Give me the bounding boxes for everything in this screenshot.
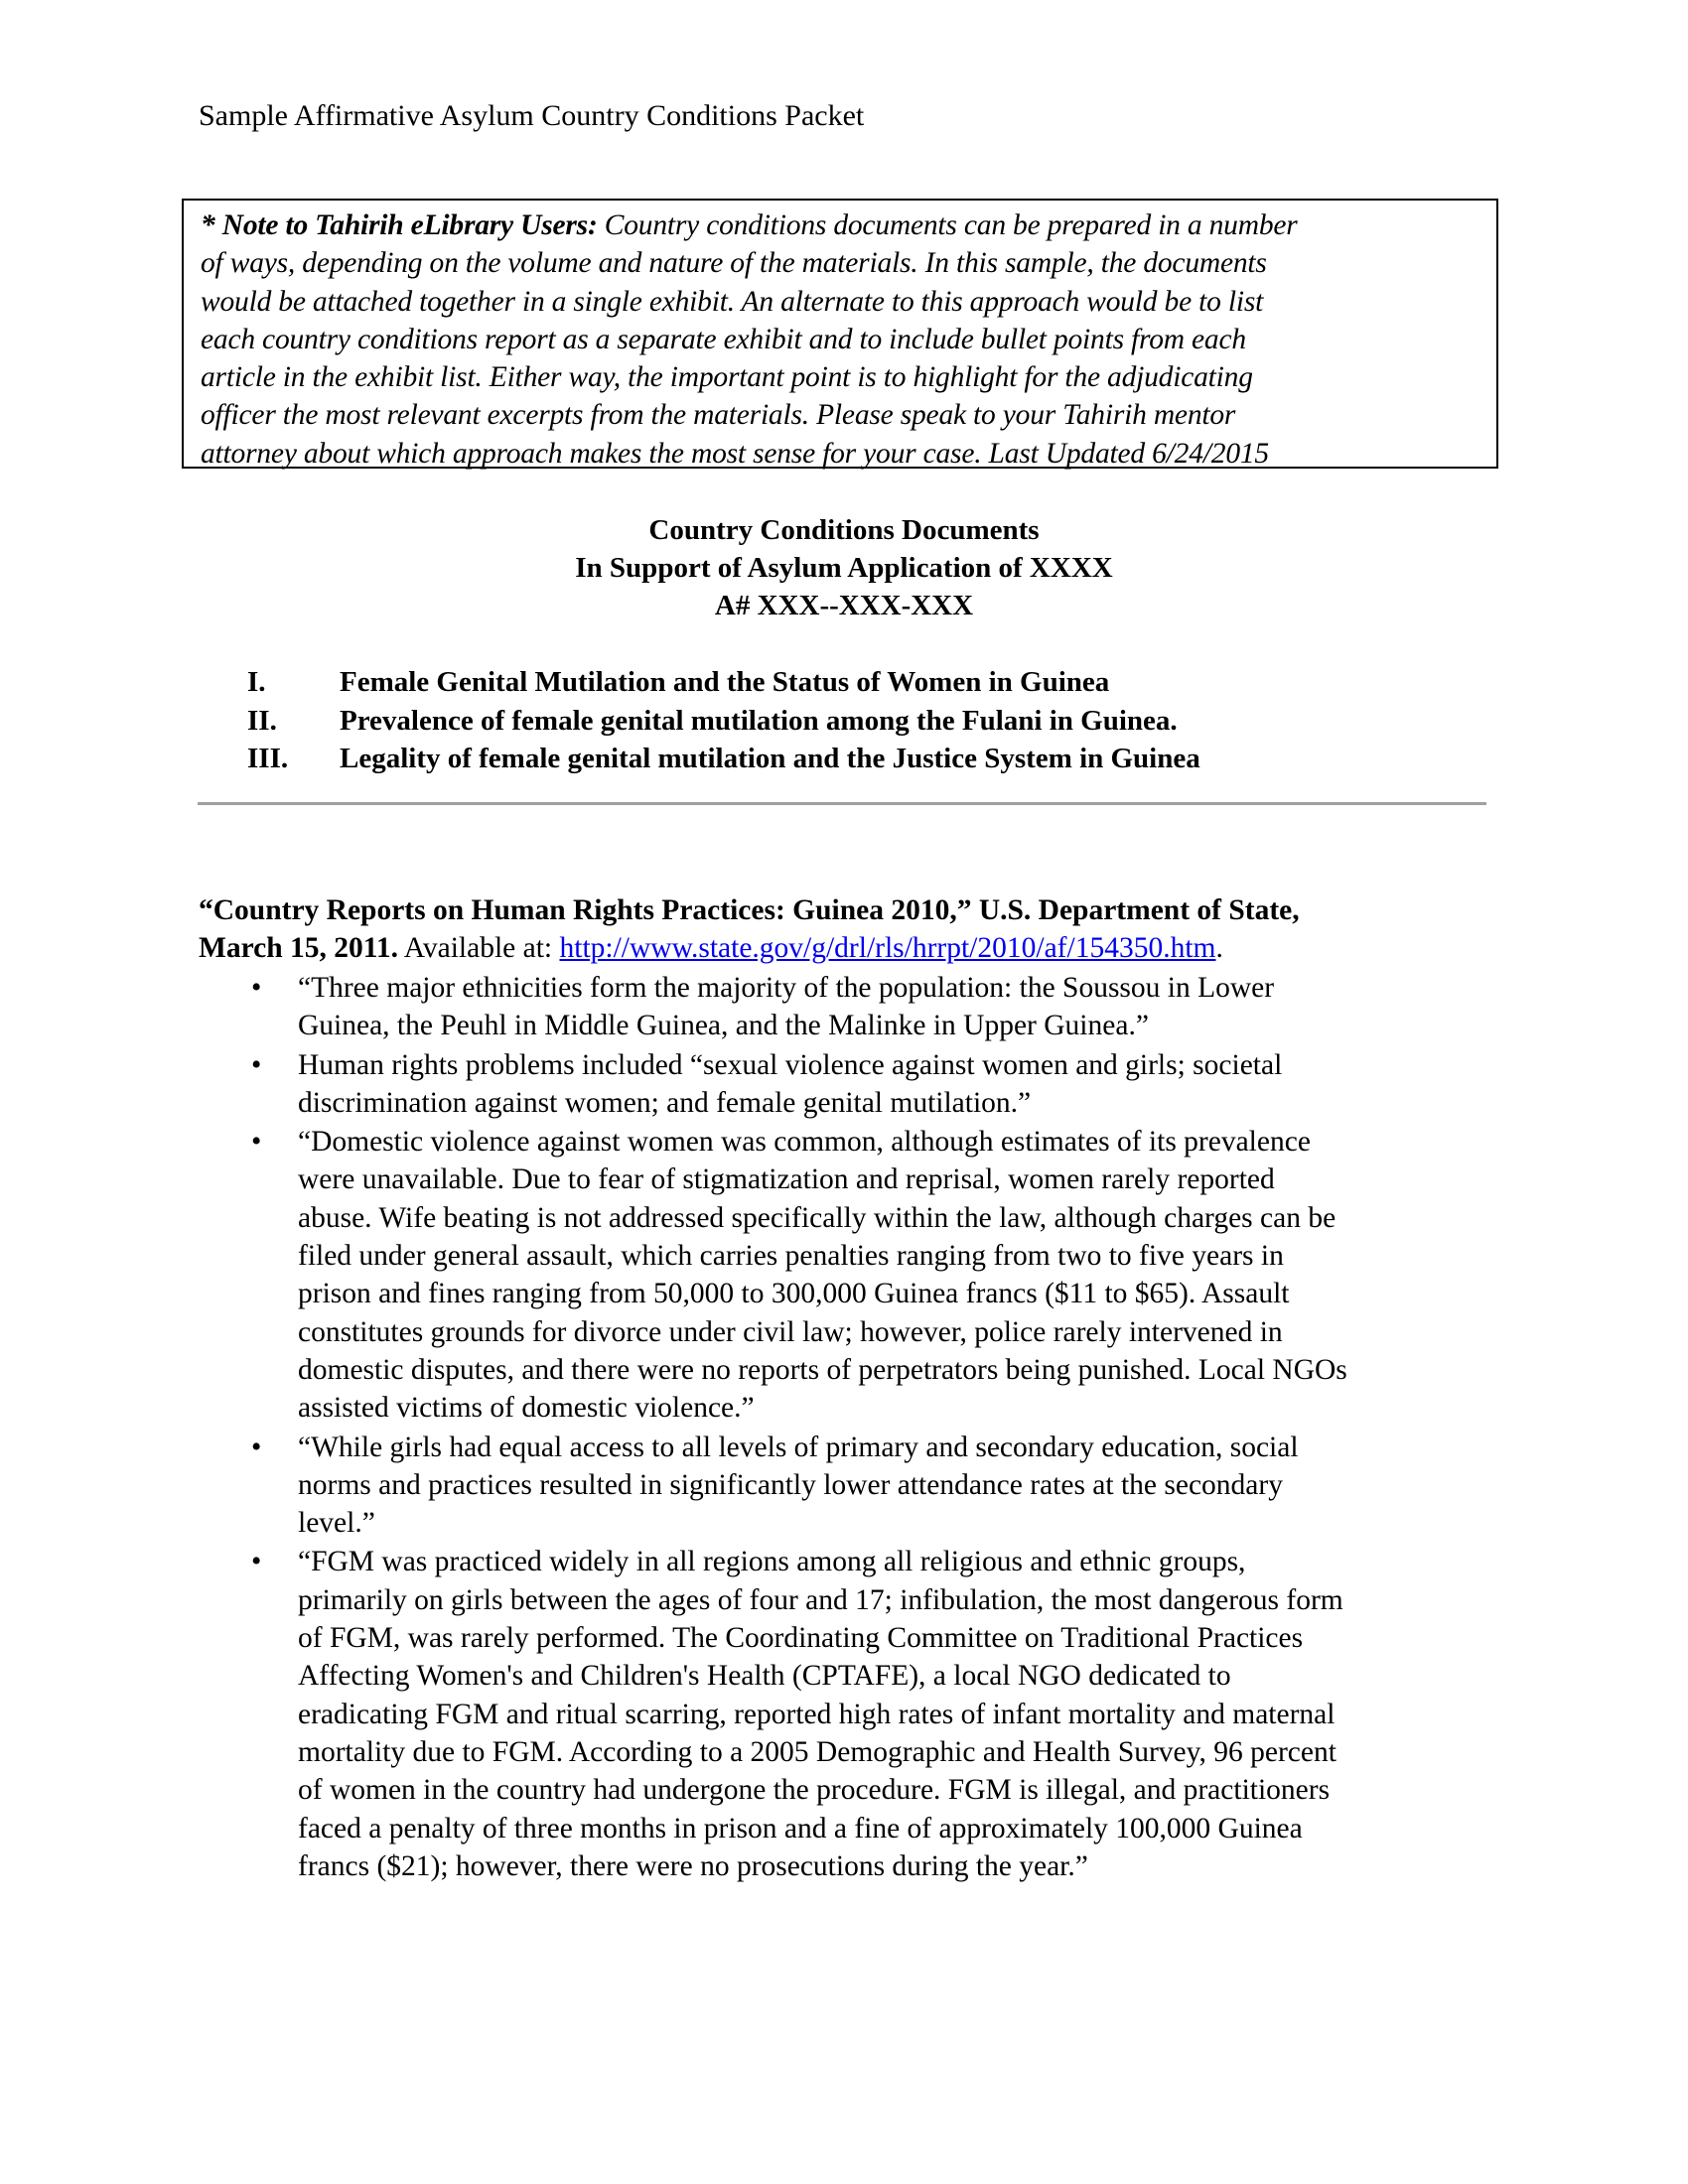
toc-text: Legality of female genital mutilation and the Justice System in Guinea bbox=[340, 743, 1200, 774]
note-line: officer the most relevant excerpts from the materials. Please speak to your Tahirih mentor bbox=[201, 399, 1236, 432]
toc-text: Female Genital Mutilation and the Status of Women in Guinea bbox=[340, 666, 1110, 698]
source-link[interactable]: http://www.state.gov/g/drl/rls/hrrpt/2010/af/154350.htm bbox=[559, 932, 1216, 965]
available-at-label: Available at: bbox=[398, 932, 560, 965]
note-line: attorney about which approach makes the most sense for your case. Last Updated 6/24/2015 bbox=[201, 437, 1269, 470]
bullet-line: mortality due to FGM. According to a 2005 Demographic and Health Survey, 96 percent bbox=[298, 1735, 1336, 1768]
citation-line bbox=[199, 891, 1300, 929]
bullet-line: francs ($21); however, there were no prosecutions during the year.” bbox=[298, 1849, 1088, 1882]
bullet-line: were unavailable. Due to fear of stigmatization and reprisal, women rarely reported bbox=[298, 1163, 1275, 1196]
bullet-line: constitutes grounds for divorce under civil law; however, police rarely intervened in bbox=[298, 1315, 1283, 1348]
citation-date: March 15, 2011. bbox=[199, 932, 399, 965]
title-line: In Support of Asylum Application of XXXX bbox=[575, 552, 1113, 584]
citation bbox=[199, 891, 1300, 968]
bullet-line: “While girls had equal access to all levels of primary and secondary education, social bbox=[298, 1431, 1299, 1463]
bullet-item bbox=[251, 1429, 1347, 1543]
page-header: Sample Affirmative Asylum Country Conditions Packet bbox=[199, 99, 865, 132]
bullet-line: norms and practices resulted in significantly lower attendance rates at the secondary bbox=[298, 1468, 1283, 1501]
note-box bbox=[182, 199, 1498, 469]
bullet-line: “Domestic violence against women was common, although estimates of its prevalence bbox=[298, 1126, 1311, 1159]
bullet-line: Human rights problems included “sexual violence against women and girls; societal bbox=[298, 1048, 1283, 1081]
bullet-line: “FGM was practiced widely in all regions among all religious and ethnic groups, bbox=[298, 1546, 1246, 1578]
bullet-item bbox=[251, 1046, 1347, 1123]
citation-line bbox=[199, 929, 1300, 967]
title-line: Country Conditions Documents bbox=[648, 514, 1040, 546]
bullet-icon: • bbox=[251, 1126, 262, 1159]
toc-number: I. bbox=[247, 666, 266, 698]
divider bbox=[198, 802, 1486, 805]
bullet-line: of FGM, was rarely performed. The Coordinating Committee on Traditional Practices bbox=[298, 1622, 1304, 1655]
bullet-icon: • bbox=[251, 1546, 262, 1578]
citation-title: “Country Reports on Human Rights Practices: Guinea 2010,” bbox=[199, 894, 972, 926]
bullet-line: Affecting Women's and Children's Health (CPTAFE), a local NGO dedicated to bbox=[298, 1660, 1231, 1693]
bullet-item bbox=[251, 969, 1347, 1045]
period: . bbox=[1215, 932, 1223, 965]
bullet-line: prison and fines ranging from 50,000 to 300,000 Guinea francs ($11 to $65). Assault bbox=[298, 1278, 1290, 1310]
bullet-line: faced a penalty of three months in prison and a fine of approximately 100,000 Guinea bbox=[298, 1812, 1303, 1844]
bullet-line: eradicating FGM and ritual scarring, reported high rates of infant mortality and maternal bbox=[298, 1698, 1336, 1730]
document-title bbox=[0, 511, 1688, 624]
bullet-line: Guinea, the Peuhl in Middle Guinea, and the Malinke in Upper Guinea.” bbox=[298, 1010, 1149, 1042]
bullet-line: discrimination against women; and female genital mutilation.” bbox=[298, 1086, 1032, 1119]
note-line: would be attached together in a single exhibit. An alternate to this approach would be to list bbox=[201, 285, 1264, 318]
bullet-line: filed under general assault, which carries penalties ranging from two to five years in bbox=[298, 1240, 1284, 1273]
title-line: A# XXX--XXX-XXX bbox=[714, 590, 974, 621]
toc-number: II. bbox=[247, 704, 277, 737]
note-label: * Note to Tahirih eLibrary Users: bbox=[201, 209, 598, 241]
note-line: of ways, depending on the volume and nature of the materials. In this sample, the documents bbox=[201, 247, 1267, 280]
toc-text: Prevalence of female genital mutilation among the Fulani in Guinea. bbox=[340, 704, 1178, 737]
bullet-line: abuse. Wife beating is not addressed specifically within the law, although charges can be bbox=[298, 1201, 1336, 1234]
bullet-line: “Three major ethnicities form the majority of the population: the Soussou in Lower bbox=[298, 972, 1275, 1004]
bullet-line: primarily on girls between the ages of four and 17; infibulation, the most dangerous form bbox=[298, 1583, 1343, 1616]
bullet-line: level.” bbox=[298, 1507, 375, 1540]
bullet-icon: • bbox=[251, 1048, 262, 1081]
bullet-icon: • bbox=[251, 1431, 262, 1463]
bullet-line: assisted victims of domestic violence.” bbox=[298, 1392, 755, 1425]
citation-source: U.S. Department of State, bbox=[971, 894, 1300, 926]
bullet-item bbox=[251, 1543, 1347, 1885]
bullet-item bbox=[251, 1123, 1347, 1427]
note-line: * Note to Tahirih eLibrary Users: Country conditions documents can be prepared in a number bbox=[201, 209, 1298, 241]
bullet-icon: • bbox=[251, 972, 262, 1004]
bullet-line: of women in the country had undergone the procedure. FGM is illegal, and practitioners bbox=[298, 1774, 1331, 1807]
bullet-line: domestic disputes, and there were no reports of perpetrators being punished. Local NGOs bbox=[298, 1353, 1347, 1386]
toc-number: III. bbox=[247, 743, 289, 774]
note-line: each country conditions report as a separate exhibit and to include bullet points from each bbox=[201, 323, 1246, 355]
bullet-list bbox=[251, 969, 1347, 1886]
note-line: article in the exhibit list. Either way, the important point is to highlight for the adjudicating bbox=[201, 361, 1253, 394]
